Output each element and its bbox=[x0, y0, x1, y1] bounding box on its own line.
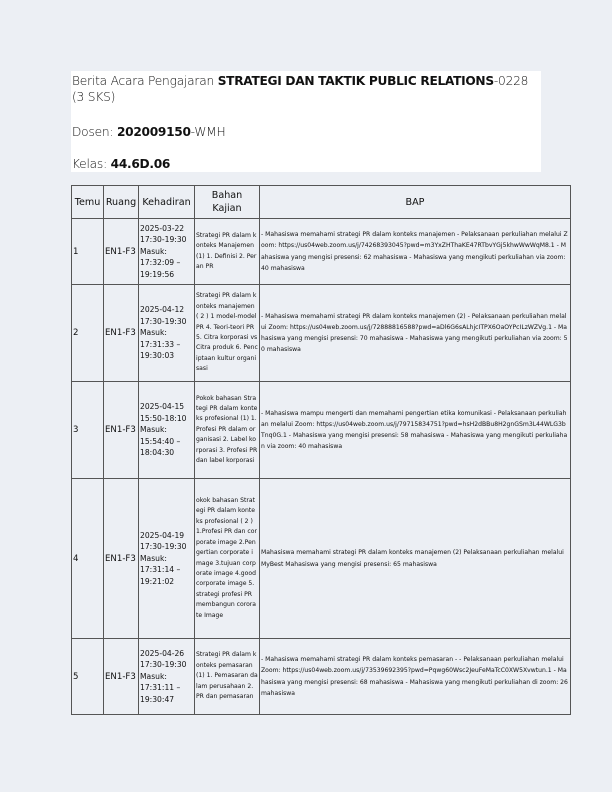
ruang-cell: EN1-F3 bbox=[104, 382, 139, 479]
column-header-temu: Temu bbox=[72, 186, 104, 219]
temu-cell: 1 bbox=[72, 219, 104, 285]
table-header-row bbox=[72, 186, 571, 219]
class-value: 44.6D.06 bbox=[110, 157, 171, 171]
table-row bbox=[72, 219, 571, 285]
bap-cell: - Mahasiswa memahami strategi PR dalam konteks manajemen (2) - Pelaksanaan perkuliahan melalui Zoom: https://us04web.zoom.us/j/72888816588?pwd=aDl6G6sALhjcITPX6OaOYPcILzWZVg.1 - Mahasiswa yang mengisi presensi: 70 mahasiswa - Mahasiswa yang mengikuti perkuliahan via zoom: 50 mahasiswa bbox=[260, 285, 571, 382]
course-suffix: -0228 (3 SKS) bbox=[72, 74, 529, 104]
course-name: STRATEGI DAN TAKTIK PUBLIC RELATIONS bbox=[217, 74, 494, 88]
kehadiran-cell: 2025-04-12 17:30-19:30 Masuk: 17:31:33 – 19:30:03 bbox=[139, 285, 195, 382]
temu-cell: 4 bbox=[72, 479, 104, 639]
table-row bbox=[72, 479, 571, 639]
class-line bbox=[72, 156, 170, 172]
ruang-cell: EN1-F3 bbox=[104, 639, 139, 715]
bap-cell: - Mahasiswa memahami strategi PR dalam konteks manajemen - Pelaksanaan perkuliahan melalui Zoom: https://us04web.zoom.us/j/74268393045?pwd=m3YxZHThaKE47RTbvYGj5khwWwWqM8.1 - Mahasiswa yang mengisi presensi: 62 mahasiswa - Mahasiswa yang mengikuti perkuliahan via zoom: 40 mahasiswa bbox=[260, 219, 571, 285]
kehadiran-cell: 2025-04-15 15:50-18:10 Masuk: 15:54:40 – 18:04:30 bbox=[139, 382, 195, 479]
bahan-kajian-cell: Strategi PR dalam konteks manajemen ( 2 ) 1 model-model PR 4. Teori-teori PR 5. Citra korporasi vs Citra produk 6. Penciptaan kultur organisasi bbox=[195, 285, 260, 382]
table-row bbox=[72, 285, 571, 382]
title-prefix: Berita Acara Pengajaran bbox=[72, 74, 218, 88]
bahan-kajian-cell: Pokok bahasan Strategi PR dalam konteks profesional (1) 1. Profesi PR dalam organisasi 2. Label korporasi 3. Profesi PR dan label korporasi bbox=[195, 382, 260, 479]
class-label: Kelas: bbox=[72, 157, 111, 171]
ruang-cell: EN1-F3 bbox=[104, 219, 139, 285]
page-title bbox=[72, 73, 538, 105]
column-header-ruang: Ruang bbox=[104, 186, 139, 219]
bap-cell: - Mahasiswa memahami strategi PR dalam konteks pemasaran - - Pelaksanaan perkuliahan melalui Zoom: https://us04web.zoom.us/j/73539692395?pwd=Pqwg60Wsc2JeuFeMaTcC0XW5Xvwtun.1 - Mahasiswa yang mengisi presensi: 68 mahasiswa - Mahasiswa yang mengikuti perkuliahan di zoom: 26 mahasiswa bbox=[260, 639, 571, 715]
kehadiran-cell: 2025-03-22 17:30-19:30 Masuk: 17:32:09 – 19:19:56 bbox=[139, 219, 195, 285]
column-header-bap: BAP bbox=[260, 186, 571, 219]
ruang-cell: EN1-F3 bbox=[104, 479, 139, 639]
lecturer-line bbox=[72, 124, 225, 140]
temu-cell: 3 bbox=[72, 382, 104, 479]
ruang-cell: EN1-F3 bbox=[104, 285, 139, 382]
lecturer-label: Dosen: bbox=[72, 125, 117, 139]
lecturer-suffix: -WMH bbox=[190, 125, 226, 139]
temu-cell: 2 bbox=[72, 285, 104, 382]
bap-table bbox=[71, 185, 571, 715]
bahan-kajian-cell: Strategi PR dalam konteks Manajemen (1) 1. Definisi 2. Peran PR bbox=[195, 219, 260, 285]
temu-cell: 5 bbox=[72, 639, 104, 715]
bap-cell: - Mahasiswa mampu mengerti dan memahami pengertian etika komunikasi - Pelaksanaan perkuliahan melalui Zoom: https://us04web.zoom.us/j/79715834751?pwd=hsH2dBBu8H2gnGSm3L44WLG3bTnq0G.1 - Mahasiswa yang mengisi presensi: 58 mahasiswa - Mahasiswa yang mengikuti perkuliahan via zoom: 40 mahasiswa bbox=[260, 382, 571, 479]
bahan-kajian-cell: okok bahasan Strategi PR dalam konteks profesional ( 2 ) 1.Profesi PR dan corporate image 2.Pengertian corporate image 3.tujuan corporate image 4.good corporate image 5. strategi profesi PR membangun cororate Image bbox=[195, 479, 260, 639]
kehadiran-cell: 2025-04-26 17:30-19:30 Masuk: 17:31:11 – 19:30:47 bbox=[139, 639, 195, 715]
table-row bbox=[72, 639, 571, 715]
lecturer-id: 202009150 bbox=[117, 125, 191, 139]
column-header-bahan-kajian: Bahan Kajian bbox=[195, 186, 260, 219]
column-header-kehadiran: Kehadiran bbox=[139, 186, 195, 219]
table-row bbox=[72, 382, 571, 479]
bahan-kajian-cell: Strategi PR dalam konteks pemasaran (1) 1. Pemasaran dalam perusahaan 2. PR dan pemasaran bbox=[195, 639, 260, 715]
kehadiran-cell: 2025-04-19 17:30-19:30 Masuk: 17:31:14 – 19:21:02 bbox=[139, 479, 195, 639]
bap-cell: Mahasiswa memahami strategi PR dalam konteks manajemen (2) Pelaksanaan perkuliahan melalui MyBest Mahasiswa yang mengisi presensi: 65 mahasiswa bbox=[260, 479, 571, 639]
